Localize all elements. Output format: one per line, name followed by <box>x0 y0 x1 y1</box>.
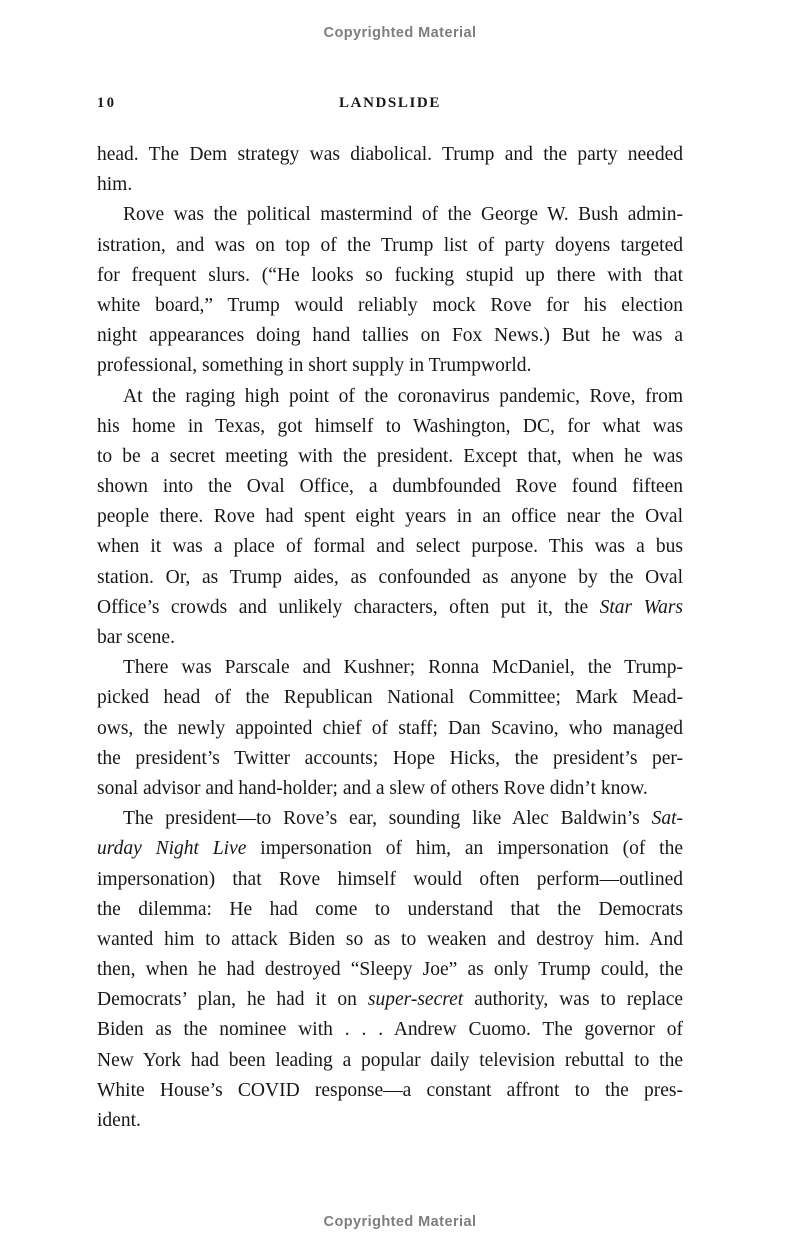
text-run: bar scene. <box>97 627 175 648</box>
text-line <box>97 865 683 895</box>
paragraph <box>97 382 683 654</box>
text-run: the dilemma: He had come to understand that the Democrats <box>97 898 683 920</box>
text-line <box>97 955 683 985</box>
text-line <box>97 351 683 381</box>
text-line <box>97 170 683 200</box>
italic-text-run: urday Night Live <box>97 838 247 860</box>
italic-text-run: Star Wars <box>599 596 683 618</box>
text-line <box>97 140 683 170</box>
text-line <box>97 804 683 834</box>
body-text <box>97 140 683 1136</box>
text-run: sonal advisor and hand-holder; and a slew of others Rove didn’t know. <box>97 777 648 799</box>
text-run: his home in Texas, got himself to Washington, DC, for what was <box>97 415 683 437</box>
text-line <box>97 623 683 653</box>
text-run: ident. <box>97 1110 141 1131</box>
text-line <box>97 442 683 472</box>
text-run: White House’s COVID response—a constant affront to the pres- <box>97 1079 683 1101</box>
text-run: picked head of the Republican National Committee; Mark Mead- <box>97 687 683 709</box>
text-line <box>97 291 683 321</box>
text-line <box>97 1106 683 1136</box>
text-run: head. The Dem strategy was diabolical. Trump and the party needed <box>97 144 683 165</box>
text-line <box>97 382 683 412</box>
text-line <box>97 261 683 291</box>
text-line <box>97 744 683 774</box>
text-run: white board,” Trump would reliably mock Rove for his election <box>97 294 683 316</box>
text-line <box>97 985 683 1015</box>
text-line <box>97 412 683 442</box>
text-run: for frequent slurs. (“He looks so fucking stupid up there with that <box>97 264 683 286</box>
text-line <box>97 502 683 532</box>
italic-text-run: super-secret <box>367 989 464 1011</box>
copyright-notice-bottom: Copyrighted Material <box>323 1214 477 1230</box>
text-run: night appearances doing hand tallies on Fox News.) But he was a <box>97 325 683 347</box>
text-run: station. Or, as Trump aides, as confounded as anyone by the Oval <box>97 566 683 588</box>
text-run: Rove was the political mastermind of the George W. Bush admin- <box>123 204 683 226</box>
text-run: shown into the Oval Office, a dumbfounded Rove found fifteen <box>97 476 683 498</box>
text-line <box>97 200 683 230</box>
text-run: The president—to Rove’s ear, sounding like Alec Baldwin’s <box>123 808 652 830</box>
text-line <box>97 925 683 955</box>
text-line <box>97 774 683 804</box>
text-run: to be a secret meeting with the president. Except that, when he was <box>97 445 683 467</box>
text-run: wanted him to attack Biden so as to weaken and destroy him. And <box>97 928 683 950</box>
text-line <box>97 231 683 261</box>
page-number: 10 <box>97 95 117 111</box>
text-run: impersonation of him, an impersonation (of the <box>246 838 683 860</box>
text-line <box>97 472 683 502</box>
text-line <box>97 1076 683 1106</box>
text-run: istration, and was on top of the Trump list of party doyens targeted <box>97 234 683 256</box>
text-run: Biden as the nominee with . . . Andrew Cuomo. The governor of <box>97 1019 683 1041</box>
text-run: Office’s crowds and unlikely characters, often put it, the <box>97 596 600 618</box>
copyright-notice-top: Copyrighted Material <box>323 25 477 41</box>
running-title: LANDSLIDE <box>339 95 441 111</box>
text-run: ows, the newly appointed chief of staff; Dan Scavino, who managed <box>97 717 683 739</box>
text-line <box>97 1015 683 1045</box>
text-line <box>97 895 683 925</box>
text-line <box>97 1046 683 1076</box>
text-line <box>97 593 683 623</box>
text-line <box>97 321 683 351</box>
italic-text-run: Sat- <box>651 808 683 830</box>
text-run: the president’s Twitter accounts; Hope Hicks, the president’s per- <box>97 747 683 769</box>
text-line <box>97 653 683 683</box>
text-run: authority, was to replace <box>463 989 683 1011</box>
text-line <box>97 683 683 713</box>
paragraph <box>97 140 683 200</box>
text-run: New York had been leading a popular daily television rebuttal to the <box>97 1049 683 1071</box>
text-run: him. <box>97 174 133 196</box>
text-run: people there. Rove had spent eight years in an office near the Oval <box>97 506 683 528</box>
text-run: impersonation) that Rove himself would often perform—outlined <box>97 868 683 890</box>
page-header <box>97 95 683 115</box>
text-line <box>97 532 683 562</box>
text-line <box>97 714 683 744</box>
text-line <box>97 834 683 864</box>
text-run: Democrats’ plan, he had it on <box>97 989 368 1011</box>
text-run: when it was a place of formal and select purpose. This was a bus <box>97 536 683 558</box>
paragraph <box>97 804 683 1136</box>
paragraph <box>97 200 683 381</box>
text-run: There was Parscale and Kushner; Ronna McDaniel, the Trump- <box>123 657 683 679</box>
paragraph <box>97 653 683 804</box>
text-run: At the raging high point of the coronavirus pandemic, Rove, from <box>123 385 683 407</box>
text-run: then, when he had destroyed “Sleepy Joe” as only Trump could, the <box>97 959 683 981</box>
text-run: professional, something in short supply in Trumpworld. <box>97 355 532 377</box>
text-line <box>97 563 683 593</box>
